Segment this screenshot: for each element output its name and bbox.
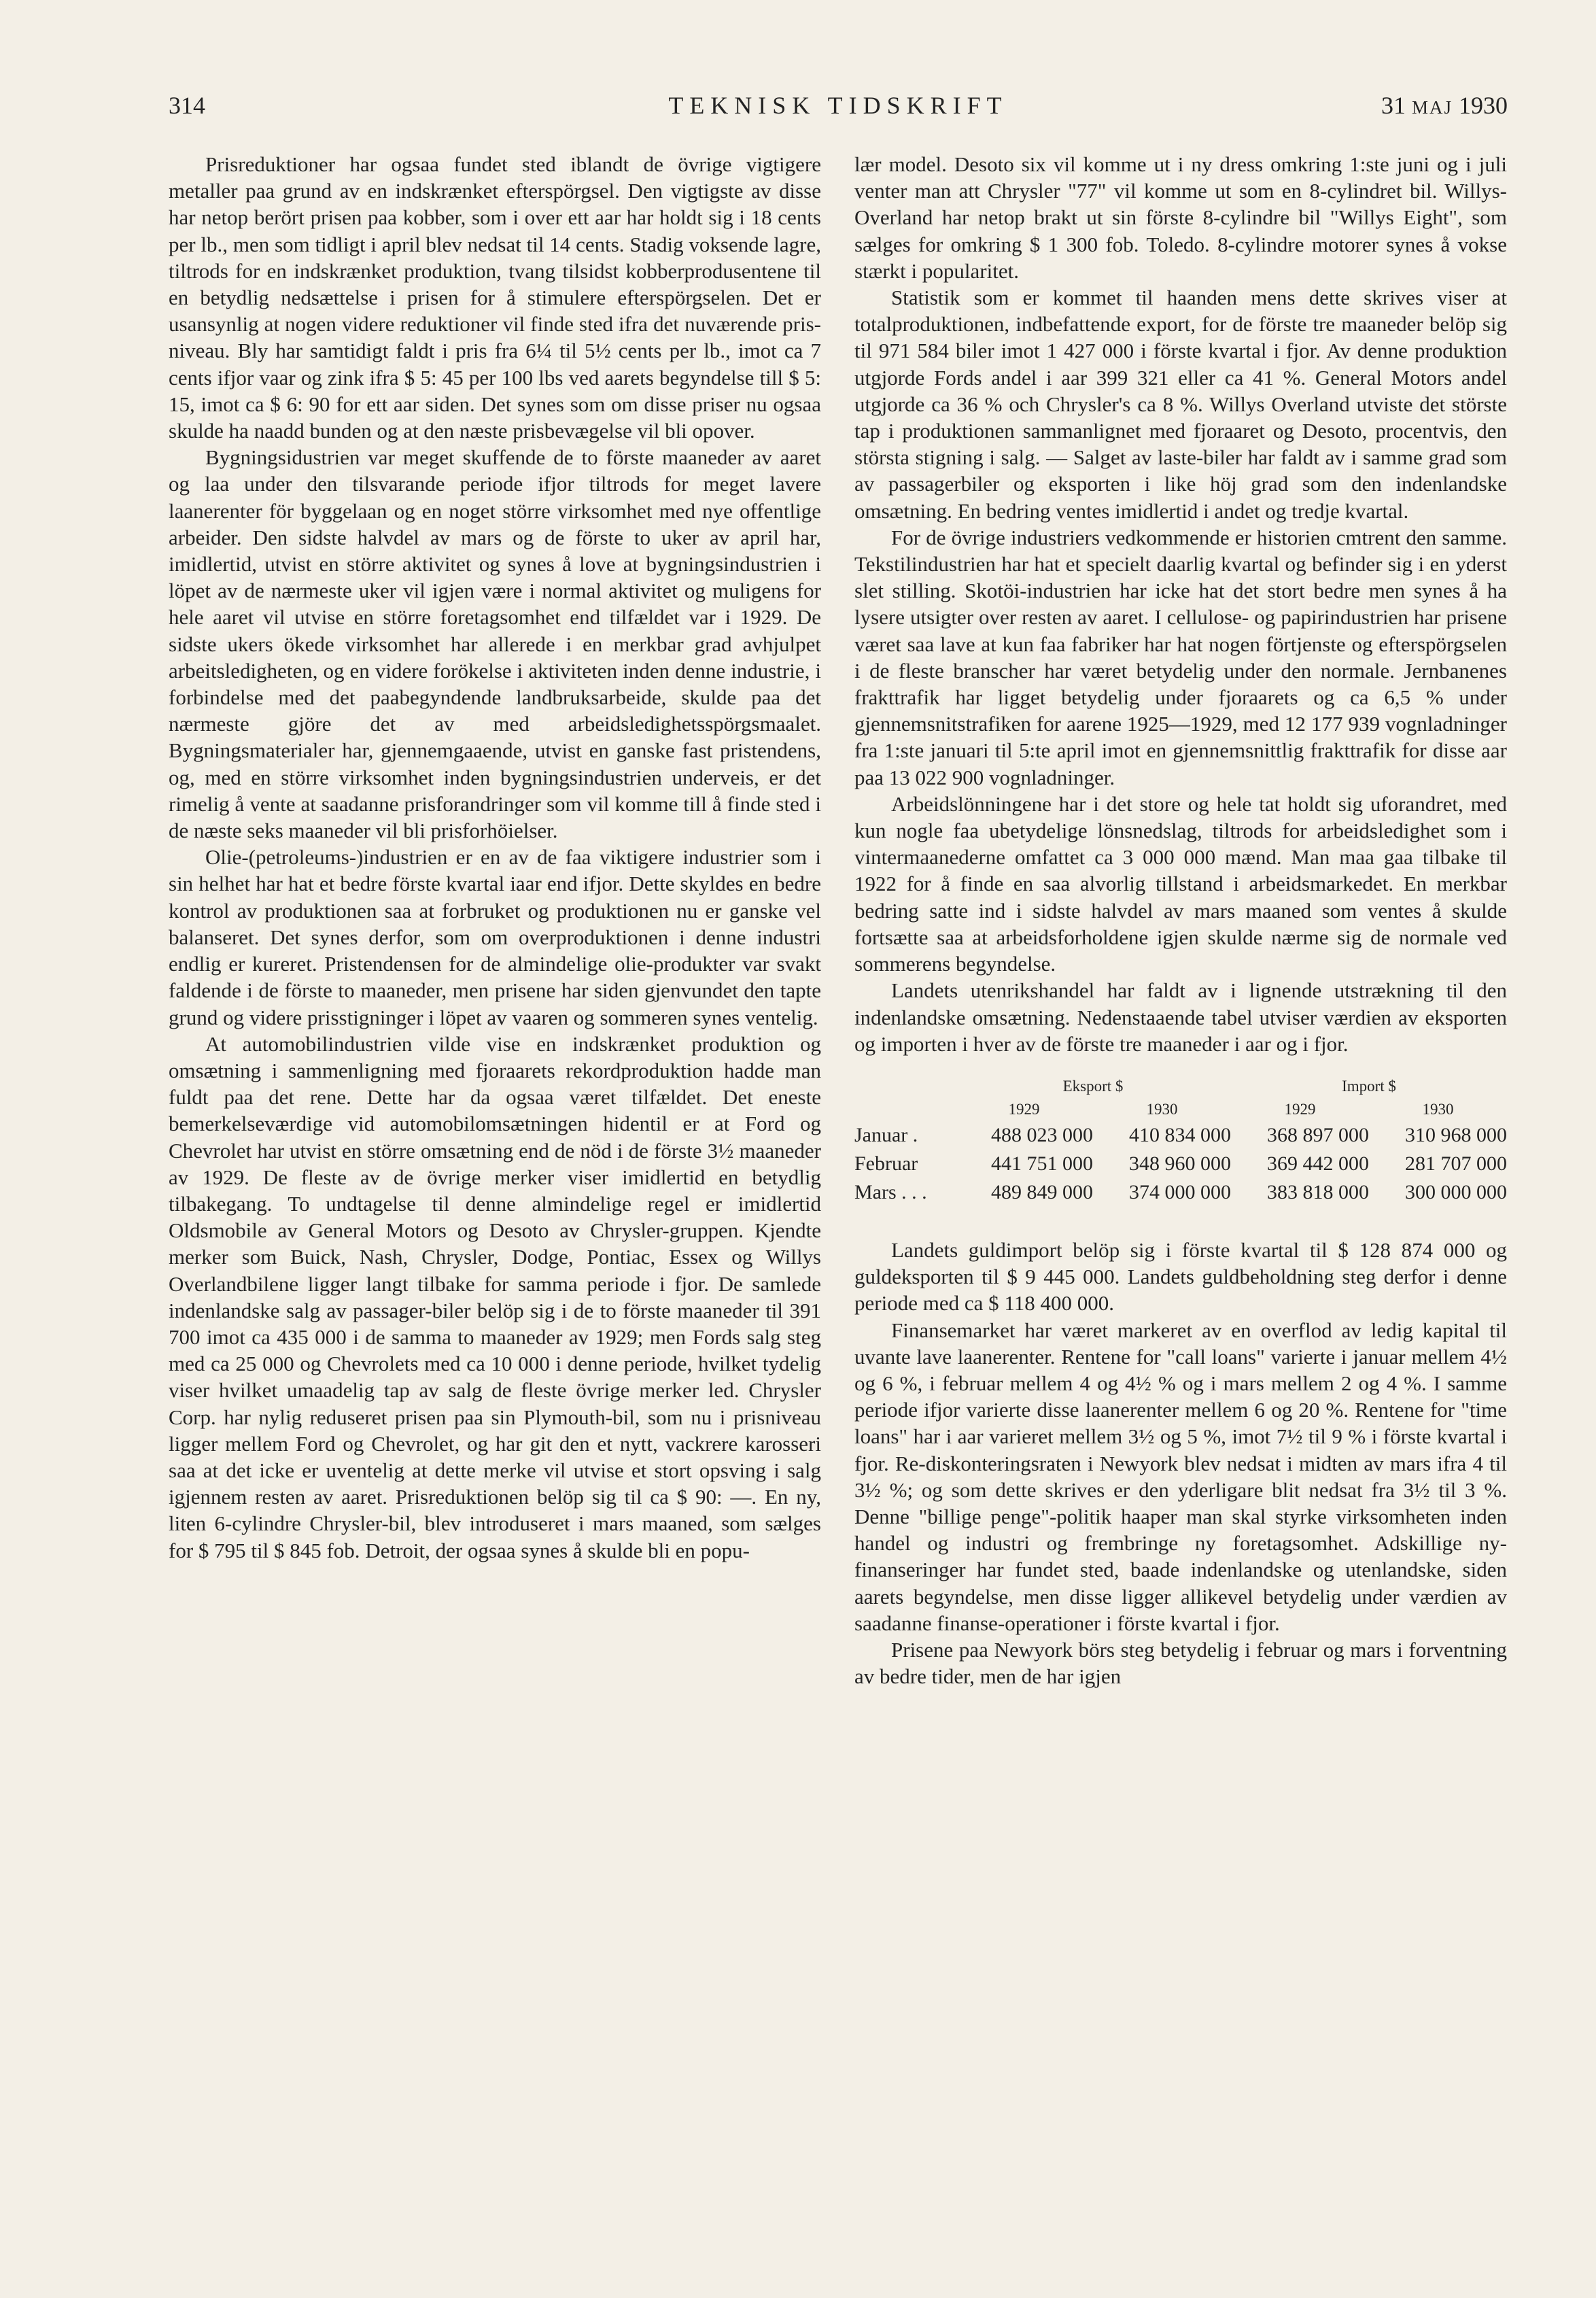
paragraph-metals: Prisreduktioner har ogsaa fundet sted iblandt de övrige vigtigere metaller paa grund av en indskrænket efterspörgsel. Den vigtigste av disse har netop berört prisen paa kobber, som i over ett aar har holdt sig i 18 cents per lb., men som tidligt i april blev nedsat til 14 cents. Stadig voksende lagre, tiltrods for en indskrænket produktion, tvang tilsidst kobberprodusentene til en betydlig nedsættelse i prisen for å stimulere efterspörgselen. Det er usansynlig at nogen videre reduktioner vil finde sted ifra det nuværende pris-niveau. Bly har samtidigt faldt i pris fra 6¼ til 5½ cents per lb., imot ca 7 cents ifjor vaar og zink ifra $ 5: 45 per 100 lbs ved aarets begyndelse till $ 5: 15, imot ca $ 6: 90 for ett aar siden. Det synes som om disse priser nu ogsaa skulde ha naadd bunden og at den næste prisbevægelse vil bli opover. [169, 152, 821, 443]
paragraph-oil: Olie-(petroleums-)industrien er en av de faa viktigere industrier som i sin helhet har hat et bedre förste kvartal iaar end ifjor. Dette skyldes en bedre kontrol av produktionen saa at forbruket og produktionen nu er ganske vel balanseret. Det synes derfor, som om overproduktionen i denne industri endlig er kureret. Pristendensen for de almindelige olie-produkter var svakt faldende i de förste to maaneder, men prisene har siden gjenvundet den tapte grund og videre prisstigninger i löpet av vaaren og sommeren synes ventelig. [169, 845, 821, 1029]
table-year-header [854, 1098, 1507, 1121]
issue-date-day: 31 [1381, 92, 1406, 119]
table-row [854, 1178, 1507, 1207]
table-row [854, 1121, 1507, 1150]
table-row [854, 1150, 1507, 1178]
table-value-cell: 441 751 000 [991, 1152, 1093, 1175]
paragraph-automobile: At automobilindustrien vilde vise en indskrænket produktion og omsætning i sammenligning med fjoraarets rekordproduktion hadde man fuldt paa det rene. Dette har da ogsaa været tilfældet. Det eneste bemerkelseværdige vid automobilomsætningen hidentil er at Ford og Chevrolet har utvist en större omsætning end de nöd i de förste 3½ maaneder av 1929. De fleste av de övrige merker viser imidlertid en betydlig tilbakegang. To undtagelse til denne almindelige regel er imidlertid Oldsmobile av General Motors og Desoto av Chrysler-gruppen. Kjendte merker som Buick, Nash, Chrysler, Dodge, Pontiac, Essex og Willys Overlandbilene ligger langt tilbake for samma periode i fjor. De samlede indenlandske salg av passager-biler belöp sig i de to förste maaneder til 391 700 imot ca 435 000 i de samma to maaneder av 1929; men Fords salg steg med ca 25 000 og Chevrolets med ca 10 000 i denne periode, hvilket tydelig viser hvilket umaadelig tap av salg de fleste övrige merker led. Chrysler Corp. har nylig reduseret prisen paa sin Plymouth-bil, som nu i prisniveau ligger mellem Ford og Chevrolet, og har git den et nytt, vackrere karosseri saa at det icke er uventelig at dette merke vil utvise et stort opsving i salg igjennem resten av aaret. Prisreduktionen belöp sig til ca $ 90: —. En ny, liten 6-cylindre Chrysler-bil, blev introduseret i mars maaned, som sælges for $ 795 til $ 845 fob. Detroit, der ogsaa synes å skulde bli en popu- [169, 1031, 821, 1562]
issue-date-year: 1930 [1459, 92, 1508, 119]
paragraph-wages: Arbeidslönningene har i det store og hele tat holdt sig uforandret, med kun nogle faa ubetydelige lönsnedslag, tiltrods for arbeidsledighet som i vintermaanederne omfattet ca 3 000 000 mænd. Man maa gaa tilbake til 1922 for å finde en saa alvorlig tillstand i arbeidsmarkedet. En merkbar bedring satte ind i sidste halvdel av mars maaned som ventes å skulde fortsætte saa at arbeidsforholdene igjen skulde nærme sig de normale ved sommerens begyndelse. [854, 791, 1507, 976]
paragraph-foreign-trade: Landets utenrikshandel har faldt av i lignende utstrækning til den indenlandske omsætning. Nedenstaaende tabel utviser værdien av eksporten og importen i hver av de förste tre maaneder i aar og i fjor. [854, 978, 1507, 1056]
left-column [169, 151, 821, 1564]
issue-date-month: MAJ [1411, 97, 1453, 118]
paragraph-continuation: lær model. Desoto six vil komme ut i ny dress omkring 1:ste juni og i juli venter man att Chrysler "77" vil komme ut som en 8-cylindret bil. Willys-Overland har netop brakt ut sin förste 8-cylindre bil "Willys Eight", som sælges for omkring $ 1 300 fob. Toledo. 8-cylindre motorer synes å vokse stærkt i popularitet. [854, 152, 1507, 283]
table-value-cell: 281 707 000 [1405, 1152, 1507, 1175]
table-year-header-cell: 1930 [1422, 1100, 1454, 1118]
table-month-cell: Mars . . . [854, 1180, 927, 1203]
table-value-cell: 489 849 000 [991, 1180, 1093, 1203]
journal-title: TEKNISK TIDSKRIFT [668, 92, 1008, 119]
issue-date [1381, 91, 1508, 120]
table-value-cell: 368 897 000 [1267, 1123, 1369, 1146]
paragraph-building: Bygningsidustrien var meget skuffende de to förste maaneder av aaret og laa under den tilsvarande periode ifjor tiltrods for meget lavere laanerenter för byggelaan og en noget större virksomhet med nye offentlige arbeider. Den sidste halvdel av mars og de förste to uker av april har, imidlertid, utvist en större aktivitet og synes å love at bygningsindustrien i löpet av de nærmeste uker vil igjen være i normal aktivitet og muligens for hele aaret vil utvise en större foretagsomhet end tilfældet var i 1929. De sidste ukers ökede virksomhet har allerede i en merkbar grad avhjulpet arbeitsledigheten, og en videre forökelse i aktiviteten inden denne industrie, i forbindelse med det paabegyndende landbruksarbeide, skulde paa det nærmeste gjöre det av med arbeidsledighetsspörgsmaalet. Bygningsmaterialer har, gjennemgaaende, utvist en ganske fast pristendens, og, med en större virksomhet inden bygningsindustrien underveis, er det rimelig å vente at saadanne prisforandringer som vil komme till å finde sted i de næste seks maaneder vil bli prisforhöielser. [169, 445, 821, 843]
table-value-cell: 488 023 000 [991, 1123, 1093, 1146]
table-value-cell: 300 000 000 [1405, 1180, 1507, 1203]
table-year-header-cell: 1929 [1008, 1100, 1040, 1118]
paragraph-other-industries: For de övrige industriers vedkommende er historien cmtrent den samme. Tekstilindustrien har hat et specielt daarlig kvartal og befinder sig i en yderst slet stilling. Skotöi-industrien har icke hat det stort bedre men synes å ha lysere utsigter over resten av aaret. I cellulose- og papirindustrien har prisene været saa lave at kun faa fabriker har hat nogen förtjenste og efterspörgselen i de fleste branscher har været betydelig under den normale. Jernbanenes frakttrafik har ligget betydelig under fjoraarets og ca 6,5 % under gjennemsnitstrafiken for aarene 1925—1929, med 12 177 939 vognladninger fra 1:ste januari til 5:te april imot en gjennemsnittlig frakttrafik for disse aar paa 13 022 900 vognladninger. [854, 525, 1507, 789]
table-month-cell: Januar . [854, 1123, 918, 1146]
table-year-header-cell: 1929 [1284, 1100, 1316, 1118]
table-value-cell: 348 960 000 [1129, 1152, 1231, 1175]
paragraph-stock-exchange: Prisene paa Newyork börs steg betydelig i februar og mars i forventning av bedre tider, men de har igjen [854, 1637, 1507, 1689]
page-header [169, 91, 1508, 125]
table-group-export: Eksport $ [1062, 1077, 1124, 1095]
paragraph-finance-market: Finansemarket har været markeret av en overflod av ledig kapital til uvante lave laanerenter. Rentene for "call loans" varierte i januar mellem 4½ og 6 %, i februar mellem 4 og 4½ % og i mars mellem 2 og 4 %. I samme periode ifjor varierte disse laanerenter mellem 6 og 20 %. Rentene for "time loans" har i aar varieret mellem 3½ og 5 %, imot 7½ til 9 % i förste kvartal i fjor. Re-diskonteringsraten i Newyork blev nedsat i midten av mars ifra 4 til 3½ %; og som dette skrives er den yderligare blit nedsat fra 3½ til 3 %. Denne "billige penge"-politik haaper man skal styrke virksomheten inden handel og industri og frembringe ny foretagsomhet. Adskillige ny-finanseringer har fundet sted, baade indenlandske og utenlandske, siden aarets begyndelse, men disse ligger allikevel betydelig under værdien av saadanne finanse-operationer i förste kvartal i fjor. [854, 1318, 1507, 1635]
table-group-header [854, 1075, 1507, 1098]
table-value-cell: 374 000 000 [1129, 1180, 1231, 1203]
paragraph-statistics: Statistik som er kommet til haanden mens dette skrives viser at totalproduktionen, indbefattende export, for de förste tre maaneder belöp sig til 971 584 biler imot 1 427 000 i förste kvartal i fjor. Av denne produktion utgjorde Fords andel i aar 399 321 eller ca 41 %. General Motors andel utgjorde ca 36 % och Chrysler's ca 8 %. Willys Overland utviste det störste tap i produktionen sammanlignet med fjoraaret og Desoto, procentvis, den största stigning i salg. — Salget av laste-biler har faldt av i samme grad som av passagerbiler og eksporten i like höj grad som den indenlandske omsætning. En bedring ventes imidlertid i andet og tredje kvartal. [854, 286, 1507, 523]
table-value-cell: 310 968 000 [1405, 1123, 1507, 1146]
trade-table [854, 1075, 1507, 1207]
page-number: 314 [169, 92, 205, 119]
table-month-cell: Februar [854, 1152, 918, 1175]
right-column [854, 151, 1507, 1690]
paragraph-gold: Landets guldimport belöp sig i förste kvartal til $ 128 874 000 og guldeksporten til $ 9 445 000. Landets guldbeholdning steg derfor i denne periode med ca $ 118 400 000. [854, 1237, 1507, 1316]
table-value-cell: 369 442 000 [1267, 1152, 1369, 1175]
table-value-cell: 383 818 000 [1267, 1180, 1369, 1203]
table-group-import: Import $ [1342, 1077, 1396, 1095]
table-value-cell: 410 834 000 [1129, 1123, 1231, 1146]
table-year-header-cell: 1930 [1146, 1100, 1178, 1118]
